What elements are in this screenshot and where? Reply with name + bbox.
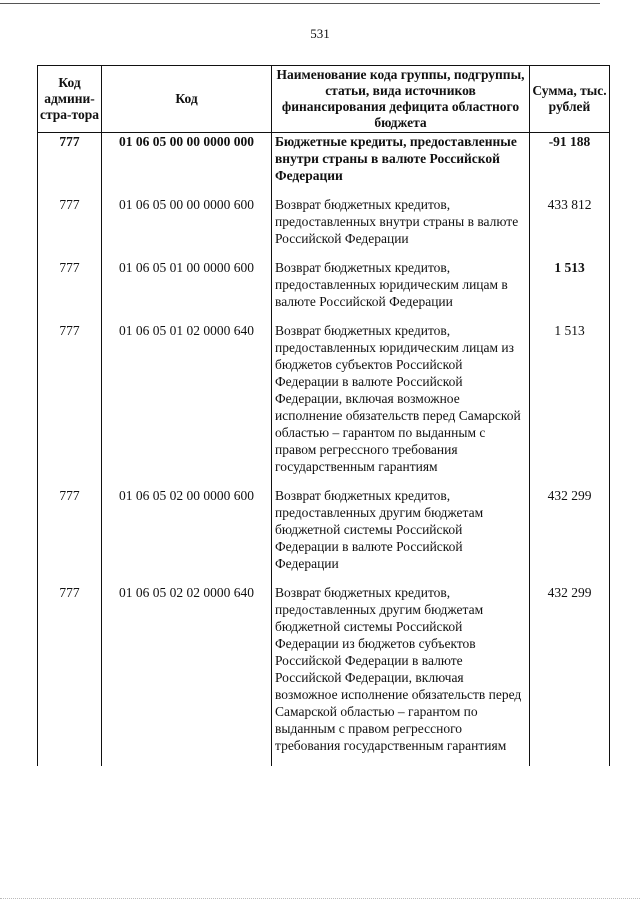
- table-row: [38, 487, 610, 584]
- row-code: 01 06 05 00 00 0000 600: [102, 196, 272, 259]
- row-sum: 432 299: [530, 487, 610, 584]
- financing-sources-table: [37, 65, 610, 766]
- row-name: Возврат бюджетных кредитов, предоставленных внутри страны в валюте Российской Федерации: [272, 196, 530, 259]
- row-code: 01 06 05 01 02 0000 640: [102, 322, 272, 487]
- row-code: 01 06 05 00 00 0000 000: [102, 133, 272, 197]
- row-sum: 433 812: [530, 196, 610, 259]
- table-row: [38, 196, 610, 259]
- bottom-border-line: [0, 898, 640, 899]
- row-name: Возврат бюджетных кредитов, предоставленных юридическим лицам из бюджетов субъектов Российской Федерации в валюте Российской Федерации, включая возможное исполнение обязательств перед Самарской областью – гарантом по выданным с правом регрессного требования государственным гарантиям: [272, 322, 530, 487]
- row-sum: 432 299: [530, 584, 610, 766]
- row-admin-code: 777: [38, 133, 102, 197]
- table-row: [38, 259, 610, 322]
- table-row: [38, 584, 610, 766]
- table-row: [38, 322, 610, 487]
- row-sum: 1 513: [530, 259, 610, 322]
- row-sum: 1 513: [530, 322, 610, 487]
- row-admin-code: 777: [38, 259, 102, 322]
- row-code: 01 06 05 02 02 0000 640: [102, 584, 272, 766]
- row-code: 01 06 05 01 00 0000 600: [102, 259, 272, 322]
- table-header-row: [38, 66, 610, 133]
- row-admin-code: 777: [38, 322, 102, 487]
- row-name: Возврат бюджетных кредитов, предоставленных другим бюджетам бюджетной системы Российской Федерации из бюджетов субъектов Российской Федерации в валюте Российской Федерации, включая возможное исполнение обязательств перед Самарской областью – гарантом по выданным с правом регрессного требования государственным гарантиям: [272, 584, 530, 766]
- row-name: Бюджетные кредиты, предоставленные внутри страны в валюте Российской Федерации: [272, 133, 530, 197]
- row-sum: -91 188: [530, 133, 610, 197]
- row-name: Возврат бюджетных кредитов, предоставленных другим бюджетам бюджетной системы Российской Федерации в валюте Российской Федерации: [272, 487, 530, 584]
- header-name: Наименование кода группы, подгруппы, статьи, вида источников финансирования дефицита областного бюджета: [272, 66, 530, 133]
- header-admin-code: Код админи-стра-тора: [38, 66, 102, 133]
- row-name: Возврат бюджетных кредитов, предоставленных юридическим лицам в валюте Российской Федерации: [272, 259, 530, 322]
- row-admin-code: 777: [38, 584, 102, 766]
- header-sum: Сумма, тыс. рублей: [530, 66, 610, 133]
- row-code: 01 06 05 02 00 0000 600: [102, 487, 272, 584]
- table-row: [38, 133, 610, 197]
- page-number: 531: [310, 26, 330, 41]
- row-admin-code: 777: [38, 196, 102, 259]
- header-code: Код: [102, 66, 272, 133]
- row-admin-code: 777: [38, 487, 102, 584]
- top-border-line: [0, 3, 600, 4]
